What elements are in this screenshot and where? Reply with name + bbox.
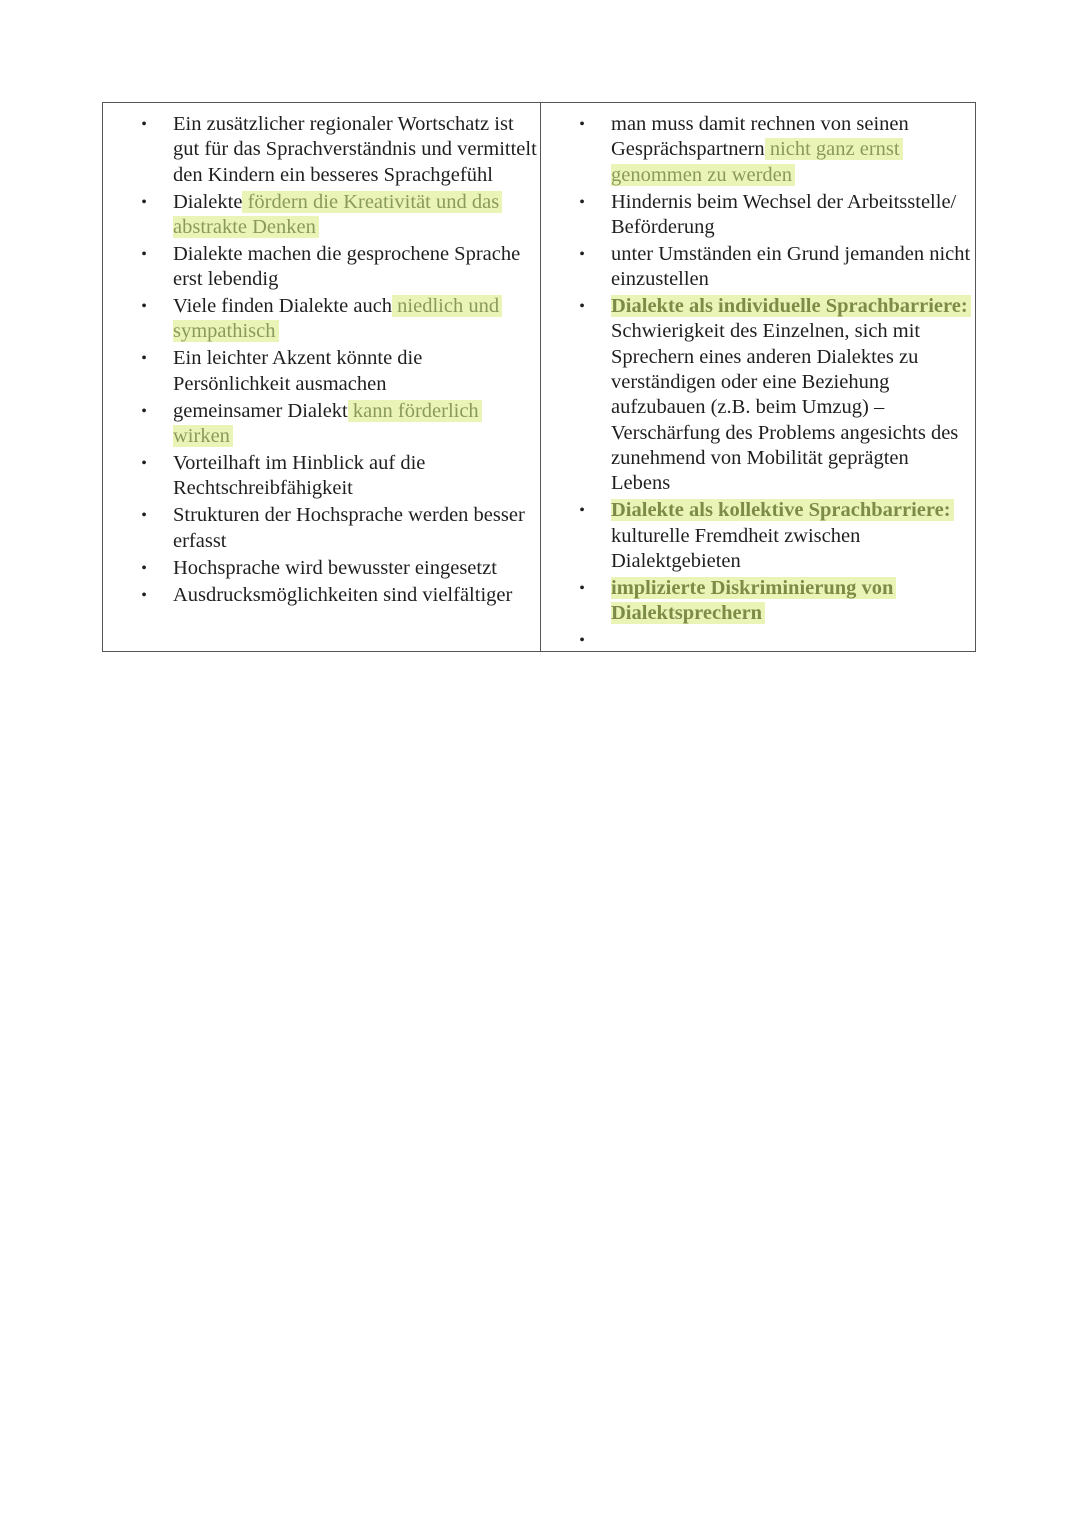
bullet-icon: • [141, 586, 147, 604]
left-list-item [103, 190, 540, 241]
left-list-item [103, 242, 540, 293]
item-text: unter Umständen ein Grund jemanden nicht einzustellen [611, 242, 971, 291]
bullet-icon: • [141, 350, 147, 368]
bullet-icon: • [141, 245, 147, 263]
bullet-icon: • [141, 507, 147, 525]
bullet-icon: • [579, 298, 585, 316]
highlighted-text: kann förderlich wirken [173, 400, 482, 447]
left-list-item [103, 583, 540, 608]
left-list-item [103, 399, 540, 450]
left-list-item [103, 294, 540, 345]
bullet-icon: • [579, 502, 585, 520]
bullet-icon: • [141, 298, 147, 316]
cons-column [541, 103, 975, 651]
right-list-item [541, 190, 975, 241]
item-text: man muss damit rechnen von seinen Gesprächspartnern [611, 113, 909, 161]
item-text: gemeinsamer Dialekt [173, 399, 348, 422]
right-list-item [541, 294, 975, 496]
right-list-item [541, 576, 975, 627]
item-text: Ein leichter Akzent könnte die Persönlichkeit ausmachen [173, 347, 423, 395]
highlighted-text: Dialekte als kollektive Sprachbarriere: [611, 499, 954, 521]
left-list-item [103, 346, 540, 397]
bullet-icon: • [141, 193, 147, 211]
item-text: Ein zusätzlicher regionaler Wortschatz ist gut für das Sprachverständnis und vermittelt den Kindern ein besseres Sprachgefühl [173, 113, 537, 186]
item-text: Dialekte [173, 190, 243, 213]
item-text: Strukturen der Hochsprache werden besser erfasst [173, 504, 525, 552]
bullet-icon: • [579, 632, 585, 650]
cons-list [541, 103, 975, 650]
item-text: kulturelle Fremdheit zwischen Dialektgebieten [611, 524, 861, 572]
left-list-item [103, 112, 540, 188]
highlighted-text: Dialekte als individuelle Sprachbarriere: [611, 295, 971, 317]
item-text: Vorteilhaft im Hinblick auf die Rechtschreibfähigkeit [173, 451, 426, 500]
right-list-item [541, 242, 975, 293]
left-list-item [103, 556, 540, 581]
item-text: Dialekte machen die gesprochene Sprache erst lebendig [173, 242, 521, 291]
bullet-icon: • [579, 579, 585, 597]
bullet-icon: • [141, 559, 147, 577]
item-text: Schwierigkeit des Einzelnen, sich mit Sprechern eines anderen Dialektes zu verständigen oder eine Beziehung aufzubauen (z.B. beim Umzug) – Verschärfung des Problems angesichts des zunehmend von Mobilität geprägten Lebens [611, 320, 959, 495]
right-list-item [541, 112, 975, 188]
left-list-item [103, 503, 540, 554]
item-text: Hindernis beim Wechsel der Arbeitsstelle/ Beförderung [611, 190, 957, 238]
item-text: Hochsprache wird bewusster eingesetzt [173, 556, 497, 579]
bullet-icon: • [141, 402, 147, 420]
highlighted-text: implizierte Diskriminierung von Dialektsprechern [611, 577, 896, 624]
bullet-icon: • [579, 193, 585, 211]
pros-column [103, 103, 541, 651]
highlighted-text: niedlich und sympathisch [173, 295, 502, 342]
item-text: Ausdrucksmöglichkeiten sind vielfältiger [173, 583, 513, 606]
item-text: Viele finden Dialekte auch [173, 295, 393, 318]
bullet-icon: • [141, 454, 147, 472]
bullet-icon: • [579, 245, 585, 263]
left-list-item [103, 451, 540, 502]
pros-list [103, 103, 540, 608]
highlighted-text: nicht ganz ernst genommen zu werden [611, 138, 903, 185]
right-list-item [541, 498, 975, 574]
bullet-icon: • [579, 116, 585, 133]
bullet-icon: • [141, 116, 147, 133]
pros-cons-table [102, 102, 976, 652]
highlighted-text: fördern die Kreativität und das abstrakte Denken [173, 191, 502, 238]
